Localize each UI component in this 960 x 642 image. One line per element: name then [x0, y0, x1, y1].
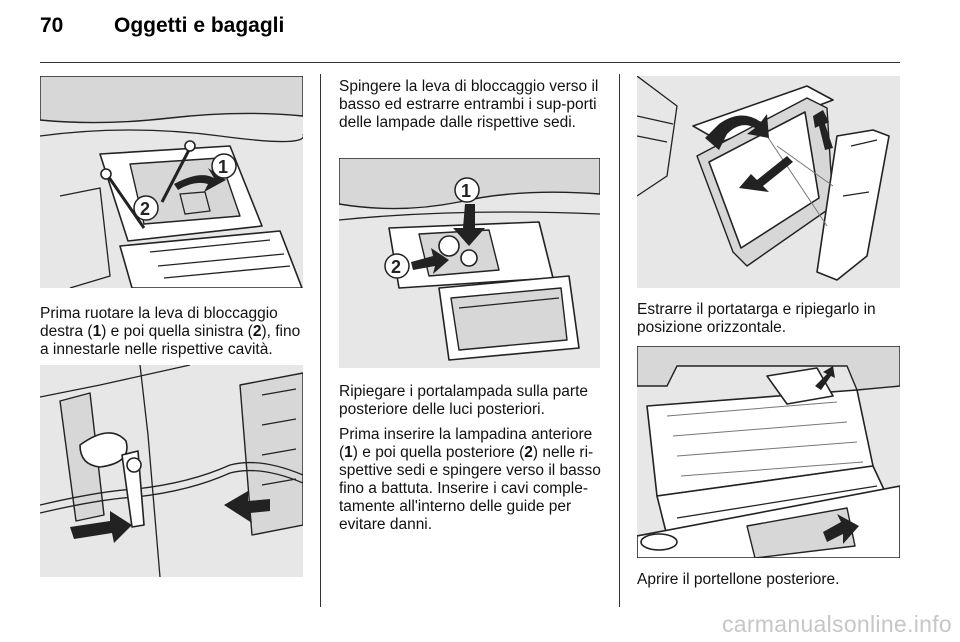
illustration-lamp-holders — [339, 158, 600, 368]
paragraph-open-tailgate: Aprire il portellone posteriore. — [637, 571, 840, 588]
text-run: ), fino a innestarle nelle rispettive cavità. — [40, 323, 301, 358]
paragraph-insert-bulbs — [339, 426, 605, 534]
illustration-open-tailgate — [637, 346, 900, 558]
callout-1-label: 1 — [461, 181, 472, 201]
illustration-plate-holder — [637, 76, 900, 288]
paragraph-push-lever: Spingere la leva di bloccaggio verso il basso ed estrarre entrambi i sup-porti delle lampade dalle rispettive sedi. — [339, 78, 599, 131]
illustration-locking-levers-drawing — [40, 76, 303, 288]
column-divider — [619, 74, 620, 607]
text-run: Prima inserire la lampadina anteriore ( — [339, 426, 593, 461]
text-run: Prima ruotare la leva di bloccaggio destra ( — [40, 305, 278, 340]
paragraph-fold-lamp-holders: Ripiegare i portalampada sulla parte posteriore delle luci posteriori. — [339, 383, 589, 418]
page-title: Oggetti e bagagli — [114, 14, 285, 37]
callout-2-label: 2 — [391, 257, 402, 277]
text-run: ) e poi quella sinistra ( — [101, 323, 253, 340]
bold-ref-2: 2 — [252, 323, 262, 340]
paragraph-rotate-levers — [40, 305, 304, 359]
callout-1-label: 1 — [218, 157, 229, 177]
column-divider — [320, 74, 321, 607]
bold-ref-2: 2 — [524, 444, 533, 461]
illustration-cables-arrows — [40, 365, 303, 577]
watermark: carmanualsonline.info — [721, 611, 952, 637]
callout-2-label: 2 — [140, 199, 151, 219]
text-run: ) e poi quella posteriore ( — [352, 444, 525, 461]
header-rule — [40, 62, 900, 63]
bold-ref-1: 1 — [92, 323, 102, 340]
illustration-locking-levers — [40, 76, 303, 288]
text-run: ) nelle ri-spettive sedi e spingere verso il basso fino a battuta. Inserire i cavi comple-tamente all'interno delle guide per evitare danni. — [339, 444, 601, 533]
illustration-cables-arrows-drawing — [40, 365, 303, 577]
paragraph-remove-plate-holder: Estrarre il portatarga e ripiegarlo in posizione orizzontale. — [637, 301, 876, 336]
page-header — [40, 14, 284, 38]
illustration-open-tailgate-drawing — [637, 346, 900, 558]
illustration-plate-holder-drawing — [637, 76, 900, 288]
bold-ref-1: 1 — [344, 444, 353, 461]
illustration-lamp-holders-drawing — [339, 158, 600, 368]
page-number: 70 — [40, 14, 64, 37]
